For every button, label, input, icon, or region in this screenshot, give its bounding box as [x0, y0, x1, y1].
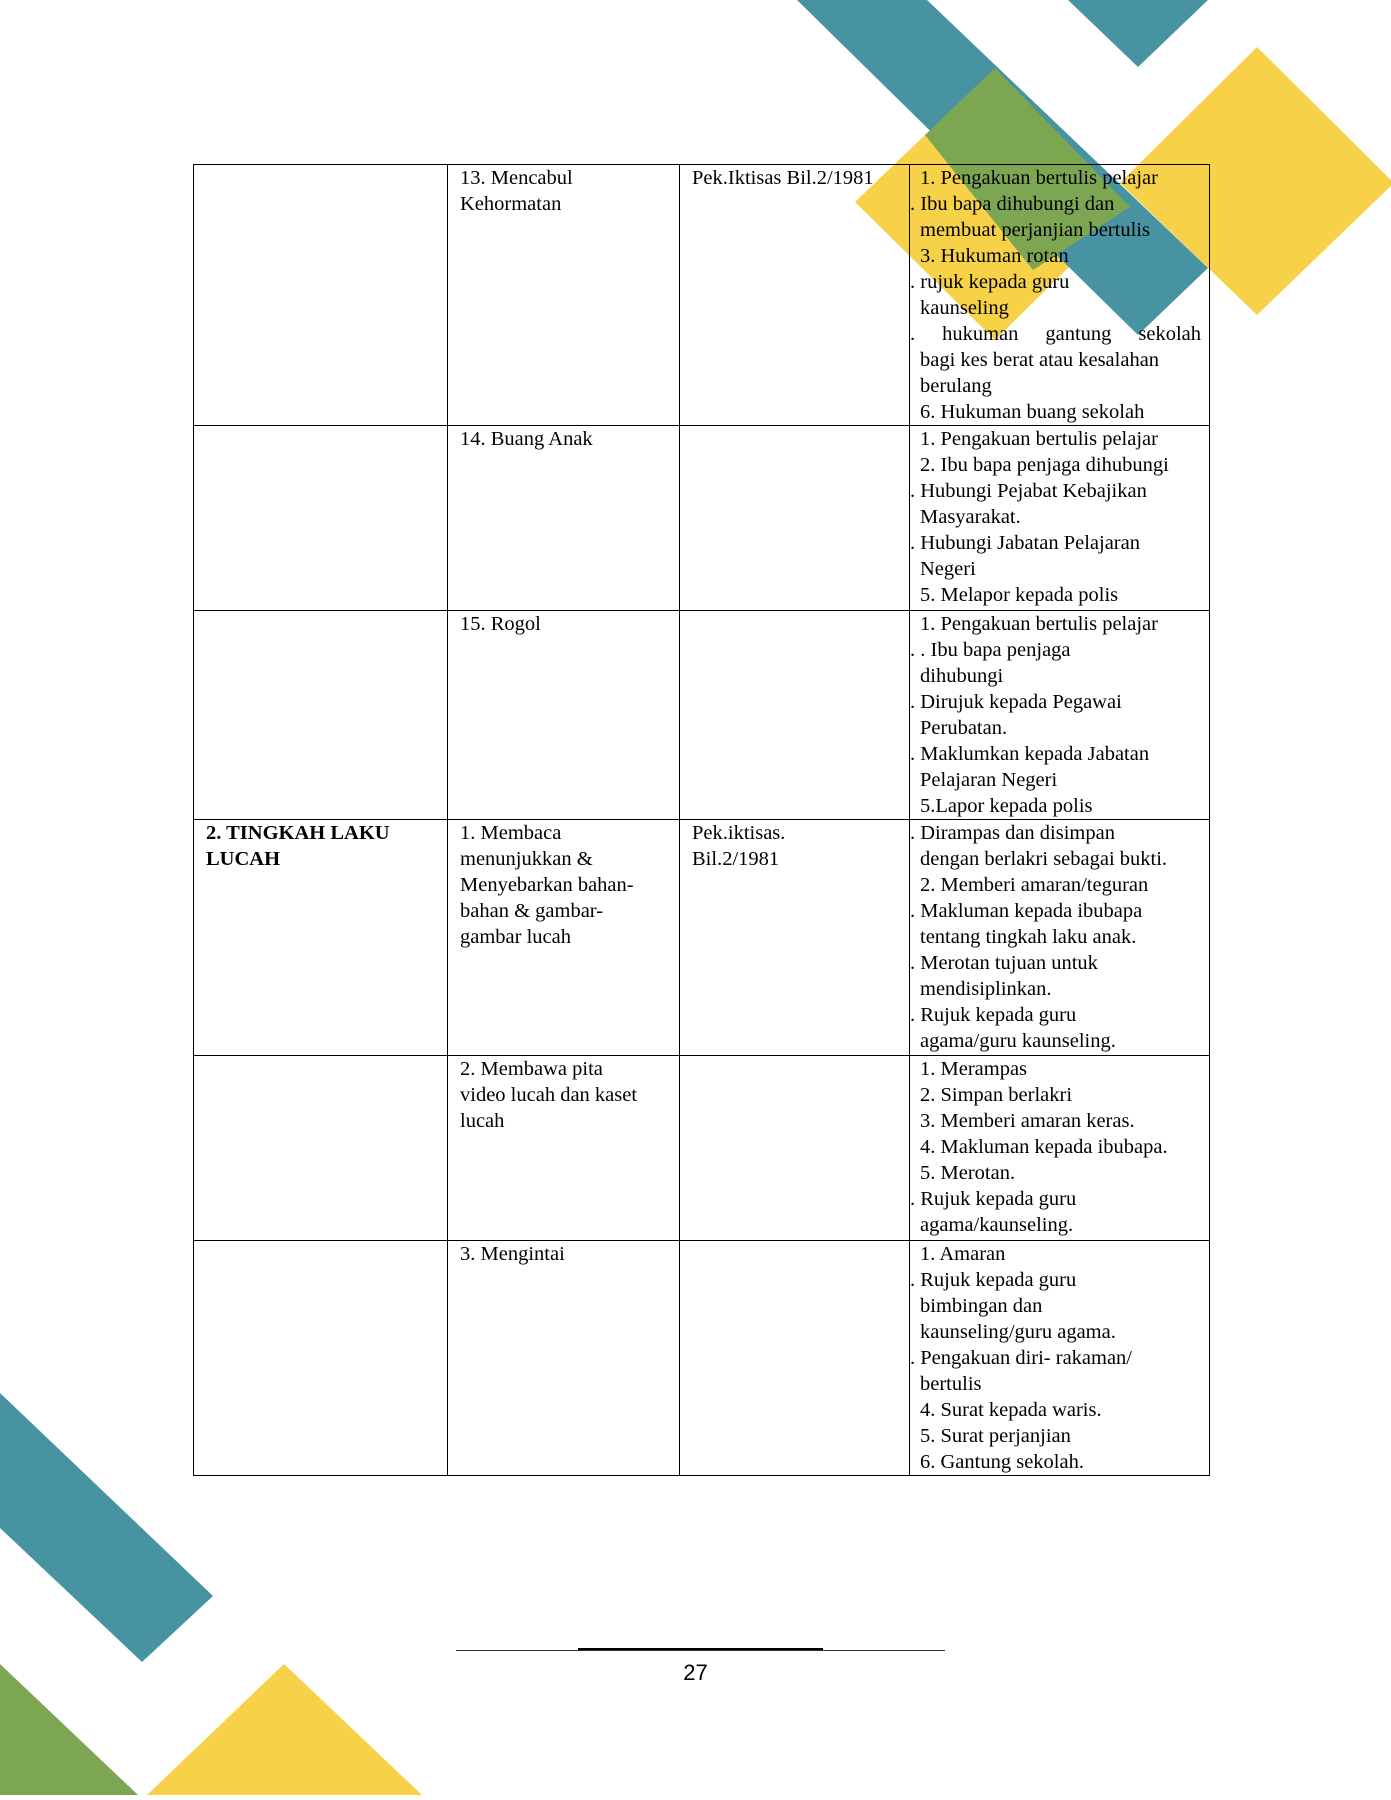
- action-line: 6. Gantung sekolah.: [920, 1451, 1084, 1473]
- action-line: . Dirampas dan disimpan: [910, 822, 1115, 844]
- action-line: 4. Makluman kepada ibubapa.: [920, 1136, 1168, 1158]
- action-line: . Merotan tujuan untuk: [910, 952, 1098, 974]
- action-cell: [910, 1056, 1210, 1241]
- table-row: [194, 426, 1210, 611]
- footer-divider: [456, 1650, 945, 1651]
- action-cell: [910, 426, 1210, 611]
- reference-cell: [680, 1241, 910, 1476]
- reference-cell: [680, 1056, 910, 1241]
- offence-line: 14. Buang Anak: [460, 428, 593, 450]
- action-line: bertulis: [920, 1373, 982, 1395]
- action-line: bagi kes berat atau kesalahan: [920, 349, 1160, 371]
- offence-line: video lucah dan kaset: [460, 1084, 638, 1106]
- action-line: . Ibu bapa dihubungi dan: [910, 193, 1115, 215]
- action-line: 2. Ibu bapa penjaga dihubungi: [920, 454, 1169, 476]
- action-line: 2. Memberi amaran/teguran: [920, 874, 1149, 896]
- table-row: [194, 1056, 1210, 1241]
- action-line: 1. Pengakuan bertulis pelajar: [920, 167, 1158, 189]
- action-line: . hukuman gantung sekolah: [910, 323, 1201, 345]
- action-line: dengan berlakri sebagai bukti.: [920, 848, 1168, 870]
- page-number: 27: [683, 1660, 708, 1685]
- action-line: . Pengakuan diri- rakaman/: [910, 1347, 1133, 1369]
- table-row: [194, 1241, 1210, 1476]
- action-cell: [910, 165, 1210, 426]
- action-line: kaunseling: [920, 297, 1009, 319]
- action-line: membuat perjanjian bertulis: [920, 219, 1150, 241]
- action-line: 4. Surat kepada waris.: [920, 1399, 1102, 1421]
- action-line: mendisiplinkan.: [920, 978, 1052, 1000]
- category-cell: [194, 426, 448, 611]
- category-cell: [194, 611, 448, 820]
- teal-band-bottom: [0, 1393, 213, 1662]
- action-line: bimbingan dan: [920, 1295, 1043, 1317]
- reference-cell: [680, 426, 910, 611]
- offence-cell: [448, 611, 680, 820]
- action-line: tentang tingkah laku anak.: [920, 926, 1137, 948]
- action-line: 3. Hukuman rotan: [920, 245, 1069, 267]
- action-line: . Rujuk kepada guru: [910, 1004, 1077, 1026]
- reference-line: Pek.iktisas.: [692, 822, 786, 844]
- action-line: . Dirujuk kepada Pegawai: [910, 691, 1122, 713]
- offence-cell: [448, 426, 680, 611]
- action-line: 1. Amaran: [920, 1243, 1006, 1265]
- category-cell: [194, 1241, 448, 1476]
- offence-line: 3. Mengintai: [460, 1243, 565, 1265]
- action-line: 5.Lapor kepada polis: [920, 795, 1093, 817]
- offence-line: Menyebarkan bahan-: [460, 874, 634, 896]
- table-row: [194, 820, 1210, 1056]
- action-line: 1. Merampas: [920, 1058, 1028, 1080]
- table-row: [194, 165, 1210, 426]
- action-line: Negeri: [920, 558, 976, 580]
- offence-line: menunjukkan &: [460, 848, 593, 870]
- offence-cell: [448, 165, 680, 426]
- offence-line: 2. Membawa pita: [460, 1058, 603, 1080]
- action-line: agama/guru kaunseling.: [920, 1030, 1116, 1052]
- reference-cell: [680, 611, 910, 820]
- offence-line: gambar lucah: [460, 926, 571, 948]
- table-row: [194, 611, 1210, 820]
- action-line: 5. Surat perjanjian: [920, 1425, 1071, 1447]
- action-cell: [910, 611, 1210, 820]
- action-line: dihubungi: [920, 665, 1004, 687]
- action-line: . Maklumkan kepada Jabatan: [910, 743, 1150, 765]
- reference-cell: [680, 820, 910, 1056]
- action-line: . Hubungi Jabatan Pelajaran: [910, 532, 1140, 554]
- reference-line: Bil.2/1981: [692, 848, 780, 870]
- category-line: 2. TINGKAH LAKU: [206, 822, 390, 844]
- offence-line: lucah: [460, 1110, 505, 1132]
- offence-line: 1. Membaca: [460, 822, 562, 844]
- action-line: 5. Melapor kepada polis: [920, 584, 1119, 606]
- action-line: . . Ibu bapa penjaga: [910, 639, 1071, 661]
- action-line: kaunseling/guru agama.: [920, 1321, 1116, 1343]
- offence-line: 13. Mencabul: [460, 167, 573, 189]
- offence-line: bahan & gambar-: [460, 900, 604, 922]
- offence-line: 15. Rogol: [460, 613, 541, 635]
- action-line: berulang: [920, 375, 992, 397]
- footer-divider-accent: [578, 1648, 823, 1650]
- action-line: . Rujuk kepada guru: [910, 1269, 1077, 1291]
- offence-cell: [448, 1241, 680, 1476]
- reference-line: Pek.Iktisas Bil.2/1981: [692, 167, 874, 189]
- action-line: . Rujuk kepada guru: [910, 1188, 1077, 1210]
- category-cell: [194, 820, 448, 1056]
- action-line: agama/kaunseling.: [920, 1214, 1074, 1236]
- reference-cell: [680, 165, 910, 426]
- action-line: Masyarakat.: [920, 506, 1021, 528]
- action-line: 3. Memberi amaran keras.: [920, 1110, 1135, 1132]
- category-cell: [194, 165, 448, 426]
- offence-cell: [448, 820, 680, 1056]
- action-line: 1. Pengakuan bertulis pelajar: [920, 613, 1158, 635]
- action-line: 2. Simpan berlakri: [920, 1084, 1073, 1106]
- offence-line: Kehormatan: [460, 193, 562, 215]
- action-line: 6. Hukuman buang sekolah: [920, 401, 1145, 423]
- action-line: . Makluman kepada ibubapa: [910, 900, 1143, 922]
- teal-triangle-top: [1068, 0, 1208, 67]
- action-line: 1. Pengakuan bertulis pelajar: [920, 428, 1158, 450]
- action-line: . rujuk kepada guru: [910, 271, 1070, 293]
- category-cell: [194, 1056, 448, 1241]
- action-cell: [910, 1241, 1210, 1476]
- action-line: Pelajaran Negeri: [920, 769, 1058, 791]
- action-line: Perubatan.: [920, 717, 1008, 739]
- category-line: LUCAH: [206, 848, 281, 870]
- action-cell: [910, 820, 1210, 1056]
- offence-cell: [448, 1056, 680, 1241]
- action-line: . Hubungi Pejabat Kebajikan: [910, 480, 1147, 502]
- discipline-table: [193, 164, 1210, 1476]
- action-line: 5. Merotan.: [920, 1162, 1016, 1184]
